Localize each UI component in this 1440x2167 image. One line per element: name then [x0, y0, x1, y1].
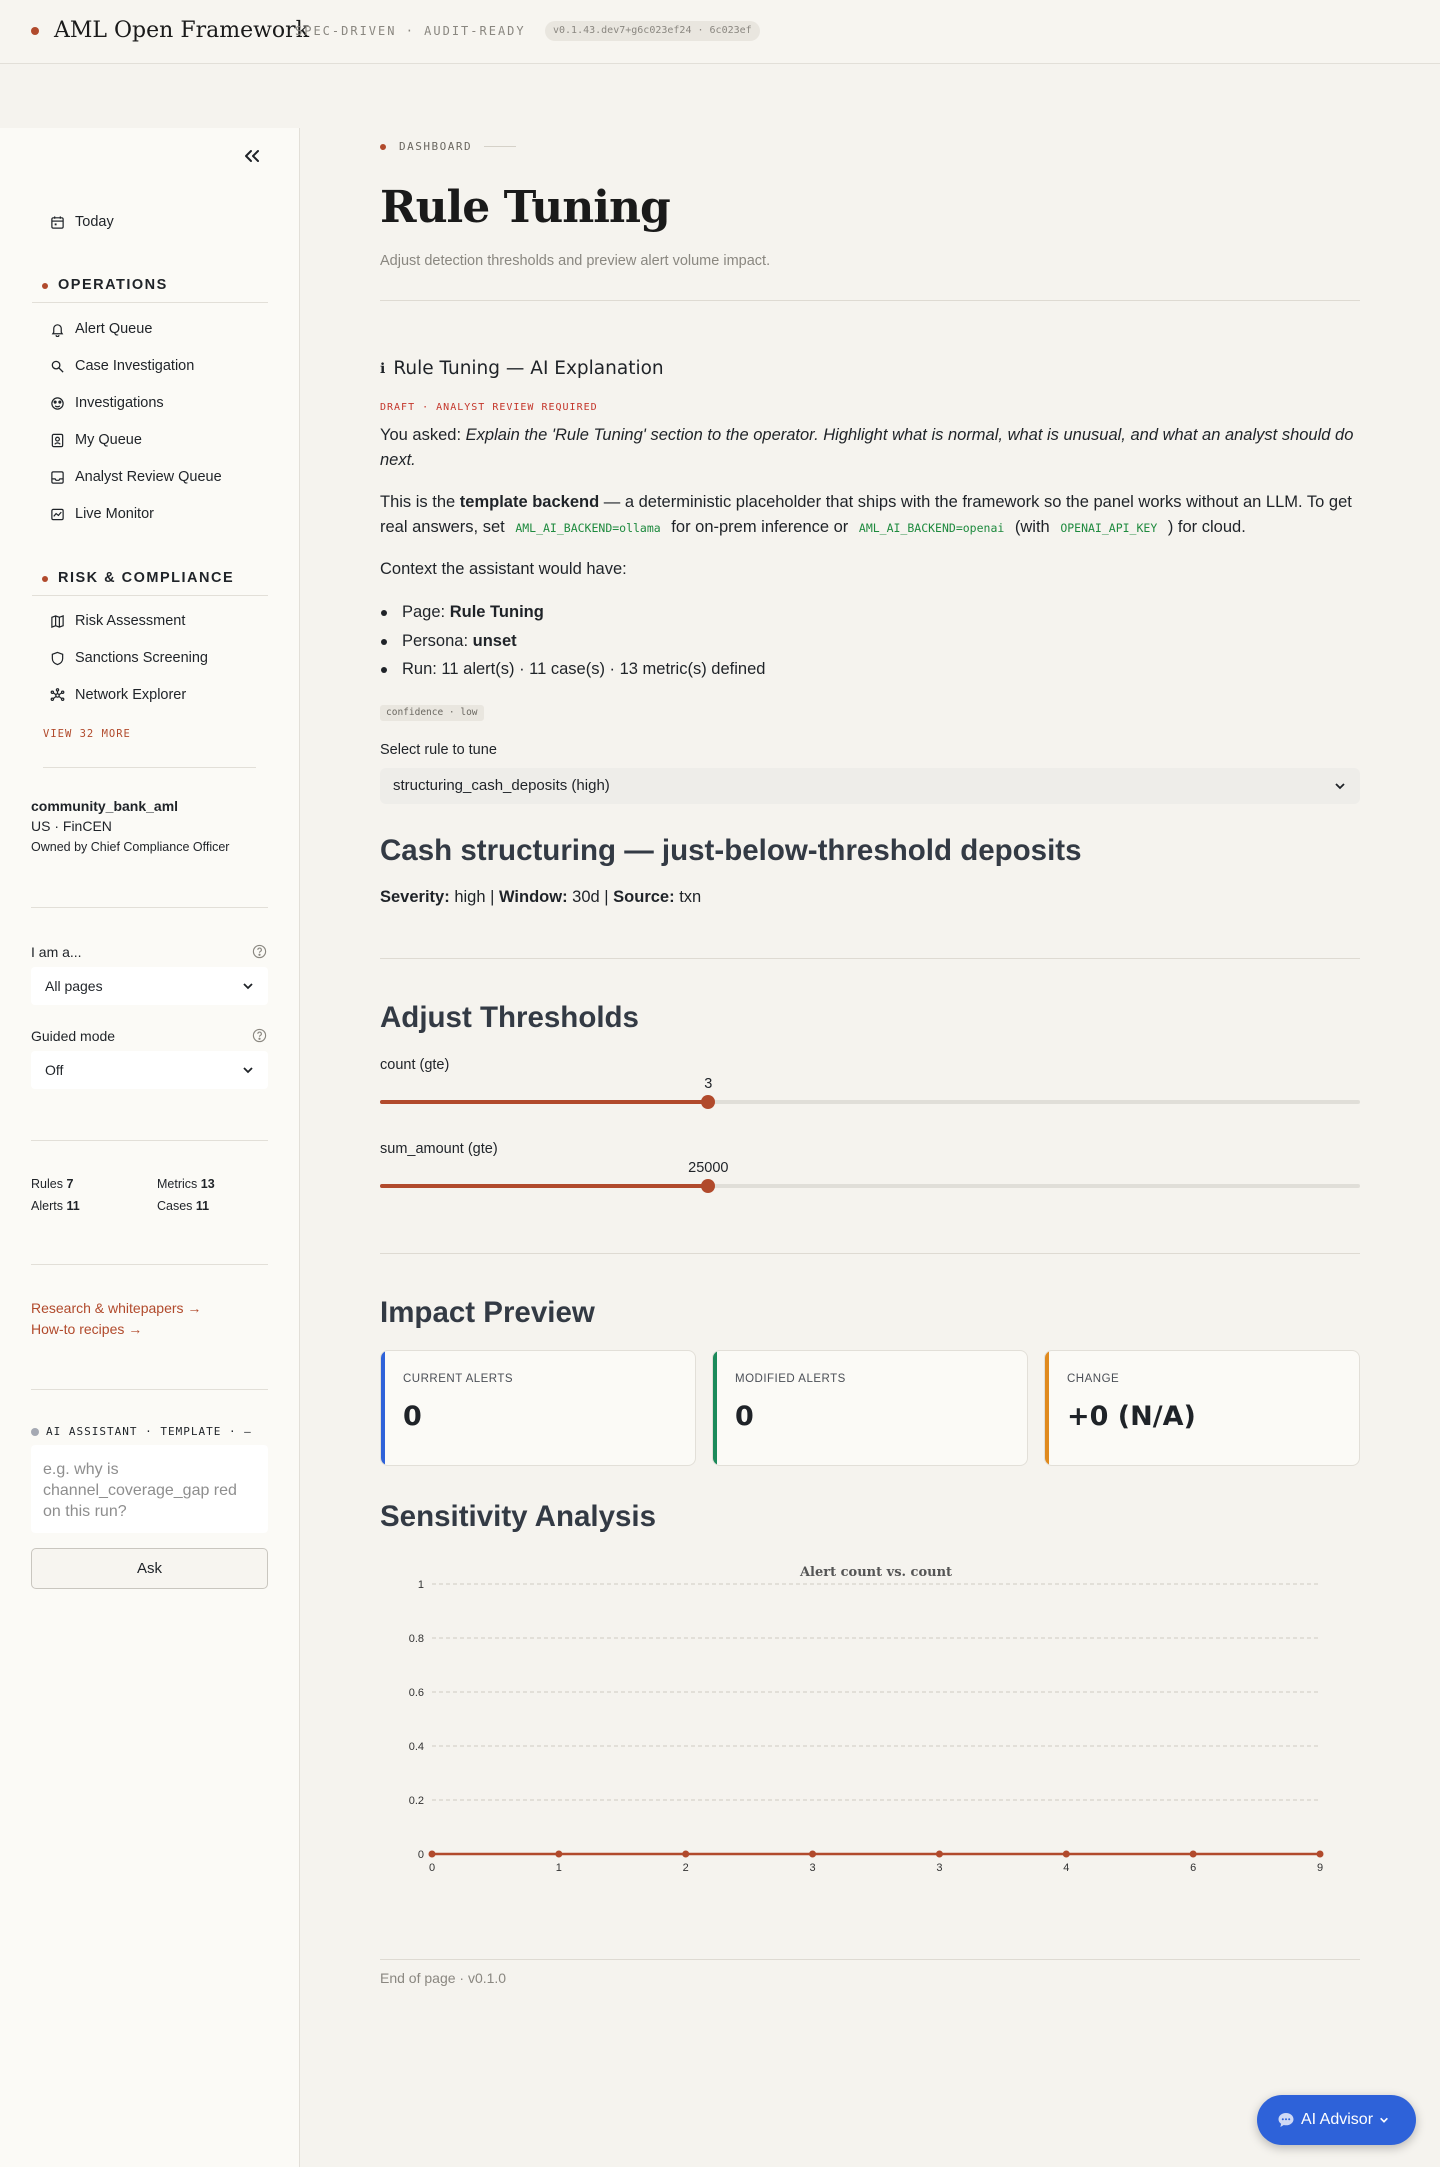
x-tick-label: 4 [1063, 1862, 1070, 1874]
status-dot [31, 1428, 39, 1436]
assistant-header [31, 1425, 252, 1438]
nav-item-analyst-review-queue[interactable] [50, 465, 222, 489]
section-title: RISK & COMPLIANCE [58, 570, 235, 586]
top-bar [0, 0, 1440, 64]
divider [43, 767, 256, 768]
shield-icon [50, 651, 65, 666]
card-label: CURRENT ALERTS [403, 1373, 514, 1385]
sensitivity-analysis-heading: Sensitivity Analysis [380, 1500, 657, 1533]
slider-label-sum-amount: sum_amount (gte) [380, 1141, 498, 1157]
breadcrumb-label[interactable]: DASHBOARD [399, 140, 473, 153]
slider-thumb[interactable] [701, 1179, 715, 1193]
nav-item-today[interactable] [50, 210, 114, 234]
data-point [1317, 1851, 1324, 1858]
nav-item-alert-queue[interactable] [50, 317, 152, 341]
current-alerts-card [380, 1350, 696, 1466]
draft-notice: DRAFT · ANALYST REVIEW REQUIRED [380, 402, 598, 413]
info-icon: ℹ [380, 360, 386, 377]
compass-icon [50, 396, 65, 411]
ai-advisor-label: AI Advisor [1301, 2111, 1374, 2128]
context-list [380, 598, 765, 684]
breadcrumb-dot [380, 144, 386, 150]
assistant-question-input[interactable] [31, 1445, 268, 1533]
version-badge: v0.1.43.dev7+g6c023ef24 · 6c023ef [545, 21, 760, 41]
context-intro: Context the assistant would have: [380, 560, 627, 578]
code-ollama: AML_AI_BACKEND=ollama [515, 521, 661, 535]
slider-label-count: count (gte) [380, 1057, 450, 1073]
rule-title: Cash structuring — just-below-threshold deposits [380, 834, 1082, 867]
brand-tagline: SPEC-DRIVEN · AUDIT-READY [295, 24, 526, 38]
nav-item-investigations[interactable] [50, 391, 164, 415]
bell-icon [50, 322, 65, 337]
end-of-page-note: End of page · v0.1.0 [380, 1970, 507, 1986]
nav-item-live-monitor[interactable] [50, 502, 154, 526]
page-subtitle: Adjust detection thresholds and preview alert volume impact. [380, 253, 771, 269]
section-title: OPERATIONS [58, 277, 168, 293]
data-point [429, 1851, 436, 1858]
page-title: Rule Tuning [380, 182, 670, 233]
user-badge-icon [50, 433, 65, 448]
x-tick-label: 0 [428, 1862, 436, 1874]
slider-thumb[interactable] [701, 1095, 715, 1109]
inbox-icon [50, 470, 65, 485]
ai-explanation-heading: Rule Tuning — AI Explanation [393, 358, 664, 379]
divider [380, 958, 1360, 959]
sensitivity-chart-svg [380, 1564, 1360, 1924]
card-accent [713, 1351, 717, 1466]
x-tick-label: 3 [936, 1862, 943, 1874]
nav-item-network-explorer[interactable] [50, 683, 186, 707]
section-operations [32, 277, 268, 303]
change-card [1044, 1350, 1360, 1466]
data-point [1063, 1851, 1070, 1858]
chevron-down-icon [242, 980, 254, 992]
org-location: US · FinCEN [31, 818, 112, 834]
nav-item-label: Analyst Review Queue [75, 469, 222, 485]
persona-select-value: All pages [45, 978, 103, 994]
list-item: Run: 11 alert(s) · 11 case(s) · 13 metric(s) defined [380, 655, 765, 684]
nav-item-risk-assessment[interactable] [50, 609, 185, 633]
stat-alerts: Alerts 11 [31, 1199, 80, 1213]
rule-select[interactable] [380, 768, 1360, 804]
monitor-chart-icon [50, 507, 65, 522]
view-more-link[interactable]: VIEW 32 MORE [43, 728, 131, 740]
nav-item-label: Network Explorer [75, 687, 187, 703]
slider-fill [380, 1100, 708, 1104]
chevron-down-icon [1334, 780, 1346, 792]
brand-dot [31, 27, 39, 35]
list-item: Persona: unset [380, 627, 765, 656]
persona-label: I am a... [31, 944, 82, 960]
org-name: community_bank_aml [31, 798, 179, 814]
x-tick-label: 6 [1190, 1862, 1197, 1874]
collapse-sidebar-button[interactable] [240, 144, 264, 168]
recipes-link[interactable]: How-to recipes → [31, 1321, 143, 1337]
nav-item-my-queue[interactable] [50, 428, 142, 452]
org-owner: Owned by Chief Compliance Officer [31, 840, 230, 854]
search-icon [50, 359, 65, 374]
sensitivity-chart [380, 1564, 1360, 2024]
double-chevron-left-icon [240, 144, 264, 168]
section-risk-compliance [32, 570, 268, 596]
ai-question-paragraph: You asked: Explain the 'Rule Tuning' section to the operator. Highlight what is normal, what is unusual, and what an analyst should do next. [380, 426, 1354, 469]
stat-cases: Cases 11 [157, 1199, 210, 1213]
nav-item-label: Today [75, 214, 114, 230]
guided-mode-select[interactable] [31, 1051, 268, 1089]
nav-item-label: Live Monitor [75, 506, 154, 522]
guided-mode-value: Off [45, 1062, 64, 1078]
y-tick-label: 0.2 [408, 1795, 424, 1807]
breadcrumb-rule [484, 146, 516, 147]
card-value: +0 (N/A) [1067, 1401, 1196, 1432]
y-tick-label: 0 [417, 1849, 424, 1861]
x-tick-label: 9 [1316, 1862, 1324, 1874]
y-tick-label: 0.4 [408, 1741, 424, 1753]
divider [31, 907, 268, 908]
nav-item-label: Alert Queue [75, 321, 153, 337]
map-icon [50, 614, 65, 629]
stat-metrics: Metrics 13 [157, 1177, 215, 1191]
nav-item-case-investigation[interactable] [50, 354, 194, 378]
card-accent [1045, 1351, 1049, 1466]
card-value: 0 [735, 1401, 754, 1432]
sidebar [0, 128, 300, 2167]
data-point [1190, 1851, 1197, 1858]
section-dot [42, 283, 48, 289]
nav-item-label: Risk Assessment [75, 613, 186, 629]
slider-value-count: 3 [704, 1076, 713, 1092]
modified-alerts-card [712, 1350, 1028, 1466]
y-tick-label: 0.8 [408, 1633, 424, 1645]
ask-button[interactable]: Ask [31, 1548, 268, 1589]
data-point [682, 1851, 689, 1858]
guided-mode-label: Guided mode [31, 1028, 116, 1044]
divider [380, 300, 1360, 301]
divider [380, 1959, 1360, 1960]
brand-title[interactable]: AML Open Framework [54, 18, 310, 43]
list-item: Page: Rule Tuning [380, 598, 765, 627]
persona-select[interactable] [31, 967, 268, 1005]
count-threshold-slider[interactable] [380, 1100, 1360, 1104]
data-point [936, 1851, 943, 1858]
divider [380, 1253, 1360, 1254]
chevron-down-icon [1379, 2115, 1389, 2125]
data-point [809, 1851, 816, 1858]
card-value: 0 [403, 1401, 422, 1432]
rule-meta: Severity: high | Window: 30d | Source: txn [380, 888, 702, 906]
confidence-badge: confidence · low [380, 705, 484, 721]
research-link[interactable]: Research & whitepapers → [31, 1300, 202, 1316]
chart-title: Alert count vs. count [799, 1565, 953, 1580]
nav-item-label: Case Investigation [75, 358, 195, 374]
x-tick-label: 3 [809, 1862, 816, 1874]
nav-item-sanctions-screening[interactable] [50, 646, 208, 670]
assistant-header-label: AI ASSISTANT · TEMPLATE · — [46, 1425, 252, 1438]
stat-rules: Rules 7 [31, 1177, 74, 1191]
section-dot [42, 576, 48, 582]
chevron-down-icon [242, 1064, 254, 1076]
ai-backend-paragraph: This is the template backend — a deterministic placeholder that ships with the framework so the panel works without an LLM. To get real answers, set AML_AI_BACKEND=ollama for on-prem inference or AML_AI_BACKEND=openai (with OPENAI_API_KEY ) for cloud. [380, 493, 1352, 536]
ai-advisor-button[interactable] [1257, 2095, 1416, 2145]
rule-select-value: structuring_cash_deposits (high) [393, 777, 610, 794]
code-api-key: OPENAI_API_KEY [1060, 521, 1158, 535]
impact-preview-heading: Impact Preview [380, 1296, 595, 1329]
slider-fill [380, 1184, 708, 1188]
card-accent [381, 1351, 385, 1466]
network-icon [50, 688, 65, 703]
nav-item-label: My Queue [75, 432, 142, 448]
y-tick-label: 1 [417, 1579, 424, 1591]
sum-amount-threshold-slider[interactable] [380, 1184, 1360, 1188]
divider [31, 1140, 268, 1141]
calendar-icon [50, 215, 65, 230]
help-icon[interactable] [252, 944, 267, 959]
divider [31, 1389, 268, 1390]
data-point [555, 1851, 562, 1858]
chat-bubble-icon [1277, 2111, 1295, 2129]
card-label: MODIFIED ALERTS [735, 1373, 846, 1385]
ai-explanation-title [380, 358, 664, 379]
rule-select-label: Select rule to tune [380, 742, 497, 758]
y-tick-label: 0.6 [408, 1687, 424, 1699]
adjust-thresholds-heading: Adjust Thresholds [380, 1001, 639, 1034]
nav-item-label: Sanctions Screening [75, 650, 208, 666]
code-openai: AML_AI_BACKEND=openai [858, 521, 1005, 535]
divider [31, 1264, 268, 1265]
nav-item-label: Investigations [75, 395, 164, 411]
slider-value-sum-amount: 25000 [688, 1160, 729, 1176]
card-label: CHANGE [1067, 1373, 1120, 1385]
x-tick-label: 2 [682, 1862, 689, 1874]
x-tick-label: 1 [555, 1862, 562, 1874]
help-icon[interactable] [252, 1028, 267, 1043]
breadcrumb [380, 140, 516, 153]
